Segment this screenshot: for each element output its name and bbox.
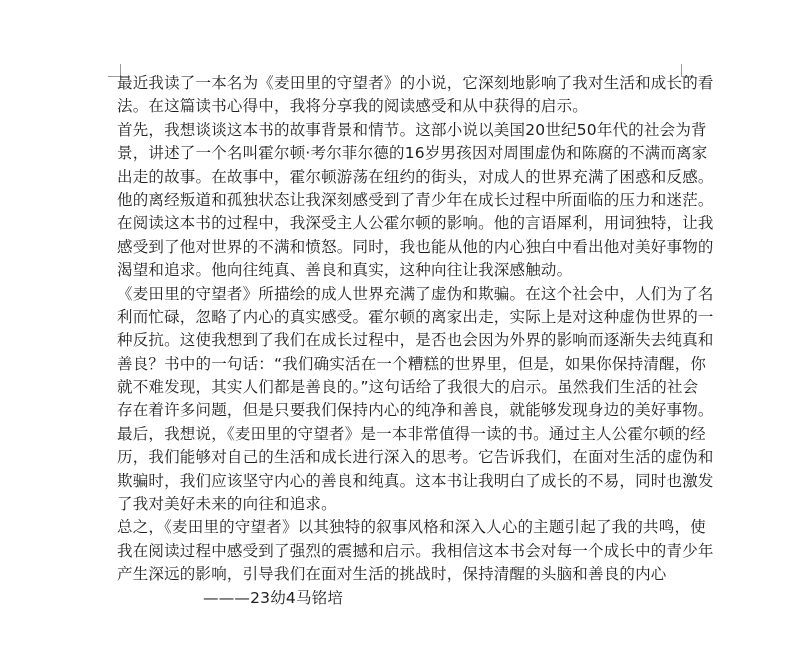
signature-block xyxy=(117,587,687,610)
paragraph-protagonist xyxy=(117,212,714,282)
author-signature: ———23幼4马铭培 xyxy=(203,588,344,607)
text-line: 渴望和追求。他向往纯真、善良和真实，这种向往让我深感触动。 xyxy=(117,261,573,280)
text-line: 首先，我想谈谈这本书的故事背景和情节。这部小说以美国20世纪50年代的社会为背 xyxy=(117,120,707,139)
text-line: 在阅读这本书的过程中，我深受主人公霍尔顿的影响。他的言语犀利，用词独特，让我 xyxy=(117,214,714,233)
text-line: 了我对美好未来的向往和追求。 xyxy=(117,495,337,514)
paragraph-conclusion xyxy=(117,516,714,586)
text-line: 最近我读了一本名为《麦田里的守望者》的小说，它深刻地影响了我对生活和成长的看 xyxy=(117,74,714,92)
text-line: 产生深远的影响，引导我们在面对生活的挑战时，保持清醒的头脑和善良的内心 xyxy=(117,565,667,584)
text-line: 感受到了他对世界的不满和愤怒。同时，我也能从他的内心独白中看出他对美好事物的 xyxy=(117,237,714,256)
text-line: 法。在这篇读书心得中，我将分享我的阅读感受和从中获得的启示。 xyxy=(117,97,589,116)
text-line: 欺骗时，我们应该坚守内心的善良和纯真。这本书让我明白了成长的不易，同时也激发 xyxy=(117,471,714,490)
text-line: 他的离经叛道和孤独状态让我深刻感受到了青少年在成长过程中所面临的压力和迷茫。 xyxy=(117,190,714,209)
text-line: 种反抗。这使我想到了我们在成长过程中，是否也会因为外界的影响而逐渐失去纯真和 xyxy=(117,331,714,350)
paragraph-background xyxy=(117,119,714,213)
text-line: 历，我们能够对自己的生活和成长进行深入的思考。它告诉我们，在面对生活的虚伪和 xyxy=(117,448,714,467)
text-line: 就不难发现，其实人们都是善良的。”这句话给了我很大的启示。虽然我们生活的社会 xyxy=(117,378,699,397)
text-line: 善良？书中的一句话：“我们确实活在一个糟糕的世界里，但是，如果你保持清醒，你 xyxy=(117,354,707,373)
text-line: 我在阅读过程中感受到了强烈的震撼和启示。我相信这本书会对每一个成长中的青少年 xyxy=(117,541,714,560)
text-line: 利而忙碌，忽略了内心的真实感受。霍尔顿的离家出走，实际上是对这种虚伪世界的一 xyxy=(117,307,714,326)
text-line: 出走的故事。在故事中，霍尔顿游荡在纽约的街头，对成人的世界充满了困惑和反感。 xyxy=(117,167,714,186)
text-line: 存在着许多问题，但是只要我们保持内心的纯净和善良，就能够发现身边的美好事物。 xyxy=(117,401,714,420)
paragraph-adult-world xyxy=(117,283,714,423)
text-line: 景，讲述了一个名叫霍尔顿·考尔菲尔德的16岁男孩因对周围虚伪和陈腐的不满而离家 xyxy=(117,144,708,163)
text-line: 总之，《麦田里的守望者》以其独特的叙事风格和深入人心的主题引起了我的共鸣，使 xyxy=(117,518,706,537)
text-line: 最后，我想说，《麦田里的守望者》是一本非常值得一读的书。通过主人公霍尔顿的经 xyxy=(117,424,706,443)
text-line: 《麦田里的守望者》所描绘的成人世界充满了虚伪和欺骗。在这个社会中，人们为了名 xyxy=(117,284,714,303)
document-body xyxy=(117,72,714,610)
paragraph-finally xyxy=(117,423,714,517)
paragraph-intro xyxy=(117,72,714,119)
